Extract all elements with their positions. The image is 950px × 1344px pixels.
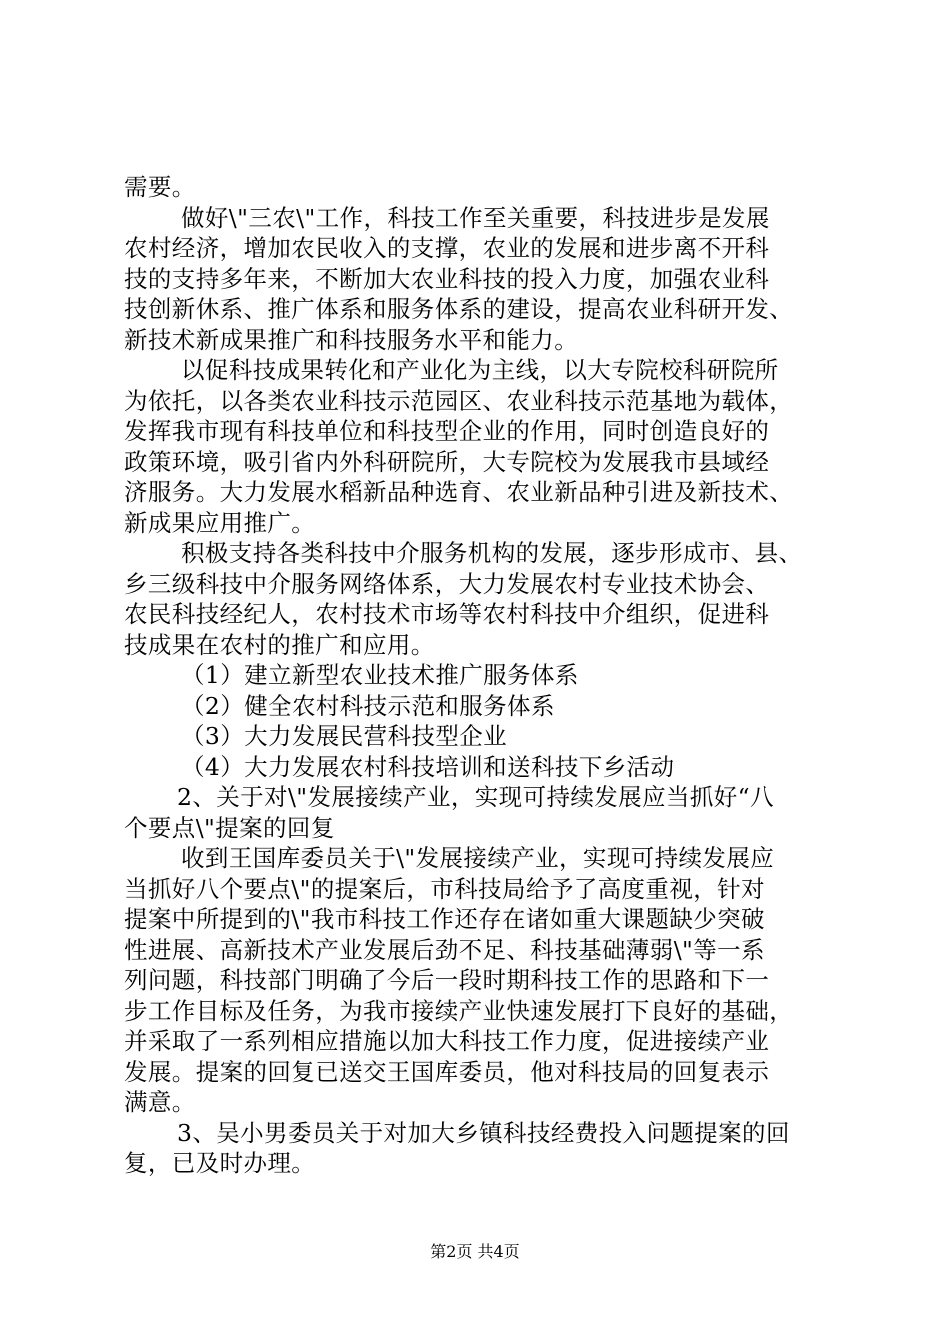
text-line: 农民科技经纪人，农村技术市场等农村科技中介组织，促进科 <box>124 600 770 628</box>
text-line: 满意。 <box>124 1088 196 1116</box>
text-line: 并采取了一系列相应措施以加大科技工作力度，促进接续产业 <box>124 1027 770 1055</box>
text-line: 政策环境，吸引省内外科研院所，大专院校为发展我市县域经 <box>124 447 770 476</box>
text-line: 以促科技成果转化和产业化为主线，以大专院校科研院所 <box>181 356 779 384</box>
text-line: （1）建立新型农业技术推广服务体系 <box>181 661 579 689</box>
text-line: 性进展、高新技术产业发展后劲不足、科技基础薄弱\"等一系 <box>124 935 765 964</box>
text-line: 发挥我市现有科技单位和科技型企业的作用，同时创造良好的 <box>124 417 770 445</box>
text-line: 当抓好八个要点\"的提案后，市科技局给予了高度重视，针对 <box>124 874 765 903</box>
text-line: 发展。提案的回复已送交王国库委员，他对科技局的回复表示 <box>124 1057 770 1086</box>
text-line: 做好\"三农\"工作，科技工作至关重要，科技进步是发展 <box>181 203 770 232</box>
text-line: 2、关于对\"发展接续产业，实现可持续发展应当抓好“八 <box>177 783 774 811</box>
text-line: 乡三级科技中介服务网络体系，大力发展农村专业技术协会、 <box>124 569 770 598</box>
text-line: （3）大力发展民营科技型企业 <box>181 722 508 750</box>
text-line: 新成果应用推广。 <box>124 508 316 537</box>
text-line: 步工作目标及任务，为我市接续产业快速发展打下良好的基础， <box>124 996 794 1025</box>
text-line: 需要。 <box>124 173 196 201</box>
text-line: 新技术新成果推广和科技服务水平和能力。 <box>124 325 579 354</box>
text-line: 3、吴小男委员关于对加大乡镇科技经费投入问题提案的回 <box>177 1118 790 1147</box>
page-footer: 第2页 共4页 <box>430 1242 520 1261</box>
text-line: （2）健全农村科技示范和服务体系 <box>181 691 555 720</box>
document-body <box>124 172 844 1179</box>
text-line: 农村经济，增加农民收入的支撑，农业的发展和进步离不开科 <box>124 234 770 262</box>
text-line: 积极支持各类科技中介服务机构的发展，逐步形成市、县、 <box>181 539 803 567</box>
text-line: 技的支持多年来，不断加大农业科技的投入力度，加强农业科 <box>124 264 770 293</box>
text-line: 列问题，科技部门明确了今后一段时期科技工作的思路和下一 <box>124 966 770 994</box>
text-line: 复，已及时办理。 <box>124 1149 316 1177</box>
text-line: 个要点\"提案的回复 <box>124 813 335 842</box>
text-line: 济服务。大力发展水稻新品种选育、农业新品种引进及新技术、 <box>124 478 794 506</box>
text-line: 收到王国库委员关于\"发展接续产业，实现可持续发展应 <box>181 844 775 872</box>
text-line: 为依托，以各类农业科技示范园区、农业科技示范基地为载体， <box>124 386 794 415</box>
text-line: （4）大力发展农村科技培训和送科技下乡活动 <box>181 752 675 781</box>
text-line: 技创新休系、推广体系和服务体系的建设，提高农业科研开发、 <box>124 295 794 323</box>
text-line: 提案中所提到的\"我市科技工作还存在诸如重大课题缺少突破 <box>124 905 765 933</box>
text-line: 技成果在农村的推广和应用。 <box>124 630 435 659</box>
